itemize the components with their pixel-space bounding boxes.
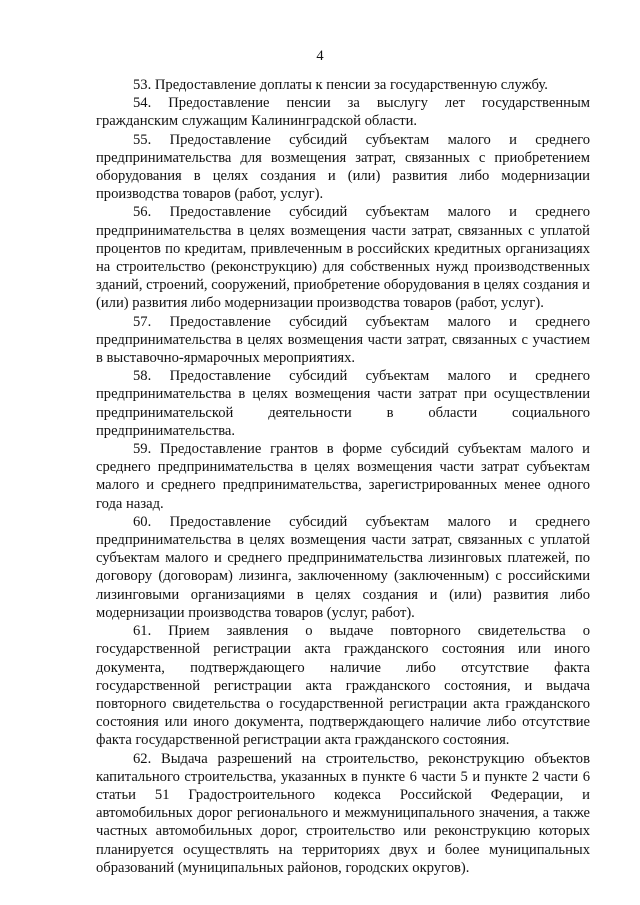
list-item-59: 59. Предоставление грантов в форме субсидий субъектам малого и среднего предпринимательства в целях возмещения части затрат субъектам малого и среднего предпринимательства, зарегистрированных менее одного года назад. bbox=[96, 441, 590, 512]
list-item-61: 61. Прием заявления о выдаче повторного свидетельства о государственной регистрации акта гражданского состояния или иного документа, подтверждающего наличие либо отсутствие факта государственной регистрации акта гражданского состояния, и выдача повторного свидетельства о государственной регистрации акта гражданского состояния или иного документа, подтверждающего наличие либо отсутствие факта государственной регистрации акта гражданского состояния. bbox=[96, 623, 590, 749]
list-item-54: 54. Предоставление пенсии за выслугу лет государственным гражданским служащим Калининградской области. bbox=[96, 95, 590, 130]
list-item-57: 57. Предоставление субсидий субъектам малого и среднего предпринимательства в целях возмещения части затрат, связанных с участием в выставочно-ярмарочных мероприятиях. bbox=[96, 313, 590, 367]
document-body bbox=[96, 76, 590, 877]
list-item-62: 62. Выдача разрешений на строительство, реконструкцию объектов капитального строительства, указанных в пункте 6 части 5 и пункте 2 части 6 статьи 51 Градостроительного кодекса Российской Федерации, и автомобильных дорог регионального и межмуниципального значения, а также частных автомобильных дорог, строительство или реконструкцию которых планируется осуществлять на территориях двух и более муниципальных образований (муниципальных районов, городских округов). bbox=[96, 750, 590, 876]
list-item-60: 60. Предоставление субсидий субъектам малого и среднего предпринимательства в целях возмещения части затрат, связанных с уплатой субъектам малого и среднего предпринимательства лизинговых платежей, по договору (договорам) лизинга, заключенному (заключенным) с российскими лизинговыми организациями в целях создания и (или) развития либо модернизации производства товаров (услуг, работ). bbox=[96, 513, 590, 621]
list-item-58: 58. Предоставление субсидий субъектам малого и среднего предпринимательства в целях возмещения части затрат при осуществлении предпринимательской деятельности в области социального предпринимательства. bbox=[96, 368, 590, 439]
list-item-55: 55. Предоставление субсидий субъектам малого и среднего предпринимательства для возмещения затрат, связанных с приобретением оборудования в целях создания и (или) развития либо модернизации производства товаров (работ, услуг). bbox=[96, 131, 590, 203]
list-item-53: 53. Предоставление доплаты к пенсии за государственную службу. bbox=[133, 77, 548, 93]
page-number: 4 bbox=[316, 48, 324, 64]
list-item-56: 56. Предоставление субсидий субъектам малого и среднего предпринимательства в целях возмещения части затрат, связанных с уплатой процентов по кредитам, привлеченным в российских кредитных организациях на строительство (реконструкцию) для собственных нужд производственных зданий, строений, сооружений, приобретение оборудования в целях создания и (или) развития либо модернизации производства товаров (работ, услуг). bbox=[96, 204, 590, 312]
